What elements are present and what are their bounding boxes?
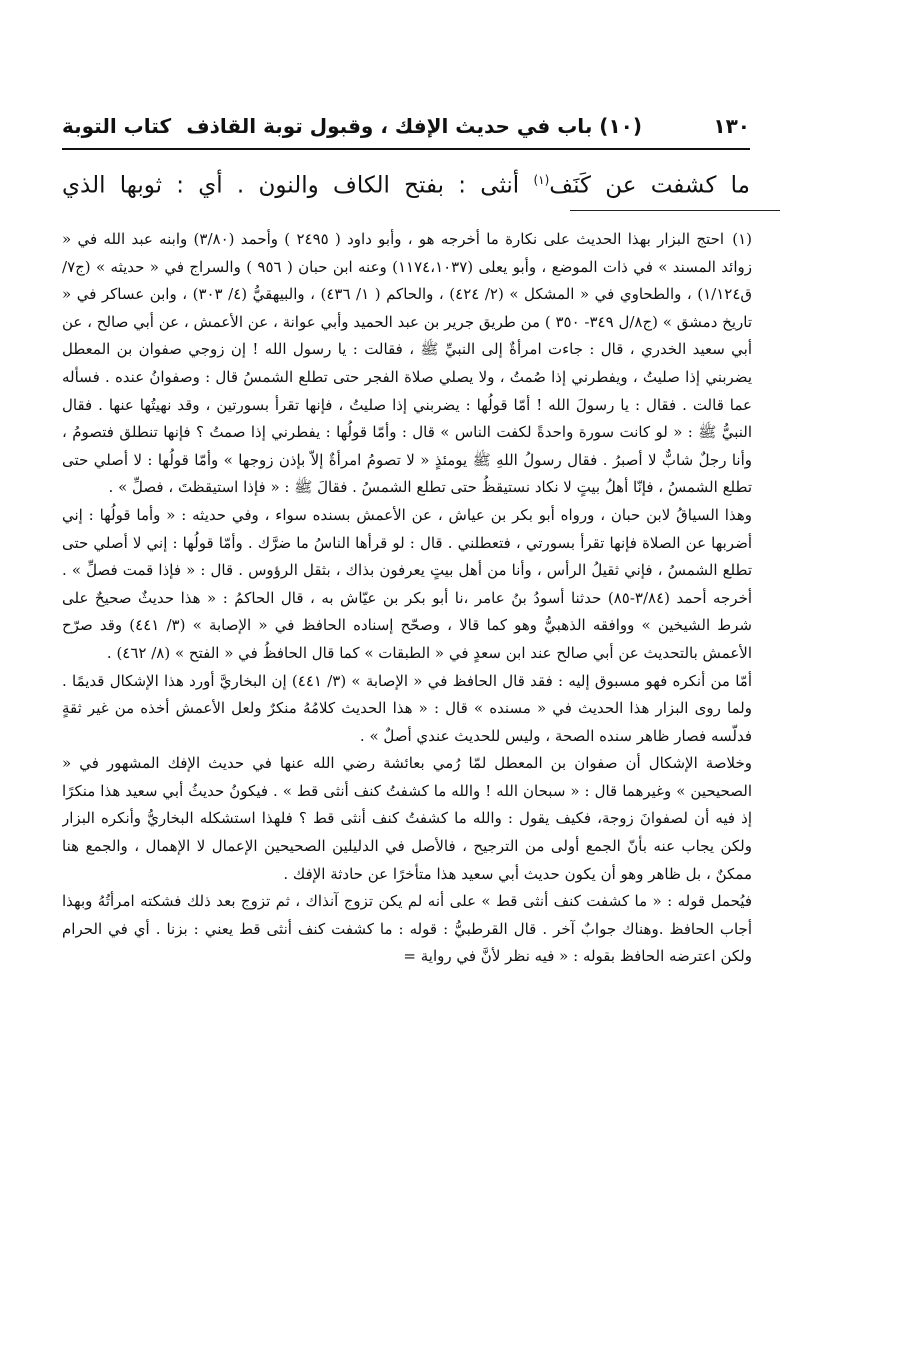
page-number: ١٣٠ [713, 114, 750, 138]
footnote-number: (١) [732, 230, 752, 248]
footnote-paragraph [62, 226, 752, 502]
footnote-paragraph: أمّا من أنكره فهو مسبوق إليه : فقد قال الحافظ في « الإصابة » (٣/ ٤٤١) إن البخاريَّ أورد هذا الإشكال قديمًا . ولما روى البزار هذا الحديث في « مسنده » قال : « هذا الحديث كلامُهُ منكرٌ ولعل الأعمش أخذه من غير ثقةٍ فدلّسه فصار ظاهر سنده الصحة ، وليس للحديث عندي أصلٌ » . [62, 671, 752, 745]
book-title: كتاب التوبة [62, 114, 172, 138]
footnote-text: احتج البزار بهذا الحديث على نكارة ما أخرجه هو ، وأبو داود ( ٢٤٩٥ ) وأحمد (٣/٨٠) وابنه عبد الله في « زوائد المسند » في ذات الموضع ، وأبو يعلى (١١٧٤،١٠٣٧) وعنه ابن حبان ( ٩٥٦ ) والسراج في « حديثه » (ج٧/ق١/١٢٤) ، والطحاوي في « المشكل » (٢/ ٤٢٤) ، والحاكم ( ١/ ٤٣٦) ، والبيهقيُّ (٤/ ٣٠٣) ، وابن عساكر في « تاريخ دمشق » (ج٨/ل ٣٤٩- ٣٥٠ ) من طريق جرير بن عبد الحميد وأبي عوانة ، عن الأعمش ، عن أبي صالح ، عن أبي سعيد الخدري ، قال : جاءت امرأةٌ إلى النبيِّ ﷺ ، فقالت : يا رسول الله ! إن زوجي صفوان بن المعطل يضربني إذا صليتُ ، ويفطرني إذا صُمتُ ، ولا يصلي صلاة الفجر حتى تطلع الشمسُ قال : وصفوانُ عنده . فسأله عما قالت . فقال : يا رسولَ الله ! أمّا قولُها : يضربني إذا صليتُ ، فإنها تقرأ بسورتين ، وقد نهيتُها عنها . فقال النبيُّ ﷺ : « لو كانت سورة واحدةً لكفت الناس » قال : وأمّا قولُها : يفطرني إذا صمتُ ؟ فإنها تنطلق فتصومُ ، وأنا رجلٌ شابٌّ لا أصبرُ . فقال رسولُ اللهِ ﷺ يومئذٍ « لا تصومُ امرأةٌ إلاّ بإذن زوجها » وأمّا قولُها : لا أصلي حتى تطلع الشمسُ ، فإنّا أهلُ بيتٍ لا نكاد نستيقظُ حتى تطلع الشمسُ . فقالَ ﷺ : « فإذا استيقظتَ ، فصلِّ » . [62, 230, 752, 497]
footnote-separator [570, 210, 780, 211]
main-text-before-ref: ما كشفت عن كَنَف [549, 172, 750, 199]
footnotes-section [62, 226, 752, 1341]
chapter-title: (١٠) باب في حديث الإفك ، وقبول توبة القاذف [186, 114, 642, 138]
footnote-paragraph: وخلاصة الإشكال أن صفوان بن المعطل لمّا رُمي بعائشة رضي الله عنها في حديث الإفك المشهور في « الصحيحين » وغيرهما قال : « سبحان الله ! والله ما كشفتُ كنف أنثى قط » . فيكونُ حديثُ أبي سعيد هذا منكرًا إذ فيه أن لصفوانَ زوجة، فكيف يقول : والله ما كشفتُ كنف أنثى قط ؟ فلهذا استشكله البخاريُّ وأنكره البزار ولكن يجاب عنه بأنّ الجمع أولى من الترجيح ، فالأصل في الدليلين الصحيحين الإعمال لا الإهمال ، والجمع هنا ممكنٌ ، بل ظاهر وهو أن يكون حديث أبي سعيد هذا متأخرًا عن حادثة الإفك . [62, 754, 752, 883]
footnote-paragraph: فيُحمل قوله : « ما كشفت كنف أنثى قط » على أنه لم يكن تزوج آنذاك ، ثم تزوج بعد ذلك فشكته امرأتُهُ وبهذا أجاب الحافظ .وهناك جوابٌ آخر . قال القرطبيُّ : قوله : ما كشفت كنف أنثى قط يعني : بزنا . أي في الحرام ولكن اعترضه الحافظ بقوله : « فيه نظر لأنَّ في رواية = [62, 892, 752, 966]
main-text-after-ref: أنثى : بفتح الكاف والنون . أي : ثوبها الذي [62, 172, 534, 199]
footnote-paragraph: وهذا السياقُ لابن حبان ، ورواه أبو بكر بن عياش ، عن الأعمش بسنده سواء ، وفي حديثه : « وأما قولُها : إني أضربها عن الصلاة فإنها تقرأ بسورتي ، فتعطلني . قال : لو قرأها الناسُ ما ضرَّك . وأمّا قولُها : إني لا أصلي حتى تطلع الشمسُ ، فإني ثقيلُ الرأس ، وأنا من أهل بيتٍ يعرفون بذاك ، بثقل الرؤوس . قال : « فإذا قمت فصلِّ » . أخرجه أحمد (٣/٨٤-٨٥) حدثنا أسودُ بنُ عامر ،نا أبو بكر بن عيّاش به ، قال الحاكمُ : « هذا حديثٌ صحيحٌ على شرط الشيخين » ووافقه الذهبيُّ وهو كما قالا ، وصحّح إسناده الحافظ في « الإصابة » (٣/ ٤٤١) وقد صرّح الأعمش بالتحديث عن أبي صالح عند ابن سعدٍ في « الطبقات » كما قال الحافظُ في « الفتح » (٨/ ٤٦٢) . [62, 505, 752, 662]
main-text-line [62, 160, 750, 206]
footnote-reference: (١) [533, 173, 550, 187]
page-header [62, 108, 750, 150]
